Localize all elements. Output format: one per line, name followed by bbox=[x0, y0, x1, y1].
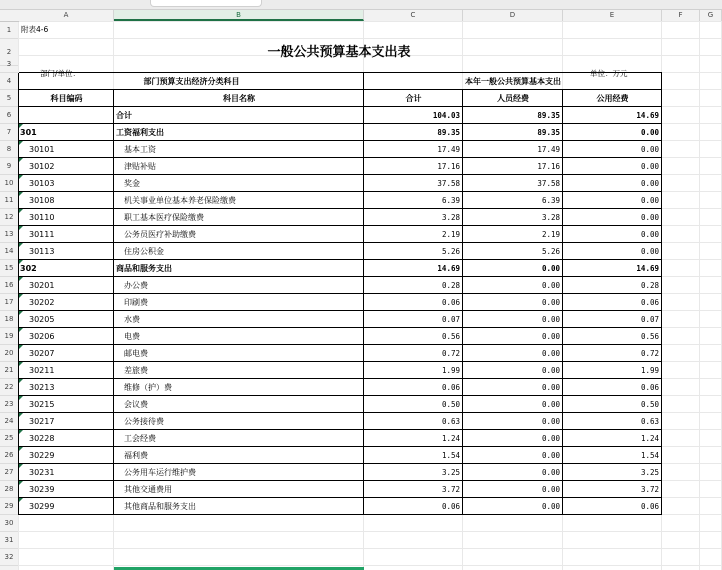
row-code[interactable]: 30213 bbox=[29, 383, 55, 392]
row-name[interactable]: 公务接待费 bbox=[124, 417, 164, 426]
row-public[interactable]: 0.56 bbox=[640, 332, 659, 341]
row-personnel[interactable]: 0.00 bbox=[541, 502, 560, 511]
row-public[interactable]: 0.00 bbox=[640, 128, 659, 137]
text-format-marker bbox=[19, 447, 23, 451]
row-header[interactable]: 20 bbox=[0, 345, 18, 362]
row-public[interactable]: 0.06 bbox=[640, 383, 659, 392]
row-personnel[interactable]: 0.00 bbox=[541, 315, 560, 324]
text-format-marker bbox=[19, 141, 23, 145]
row-code[interactable]: 30113 bbox=[29, 247, 55, 256]
row-name[interactable]: 工会经费 bbox=[124, 434, 156, 443]
row-header[interactable]: 28 bbox=[0, 481, 18, 498]
row-personnel[interactable]: 2.19 bbox=[541, 230, 560, 239]
row-name[interactable]: 公务用车运行维护费 bbox=[124, 468, 196, 477]
row-header[interactable]: 10 bbox=[0, 175, 18, 192]
row-name[interactable]: 维修（护）费 bbox=[124, 383, 172, 392]
column-header-b[interactable]: B bbox=[114, 10, 364, 21]
row-header[interactable]: 13 bbox=[0, 226, 18, 243]
row-header[interactable]: 32 bbox=[0, 549, 18, 566]
row-header[interactable]: 9 bbox=[0, 158, 18, 175]
row-header[interactable]: 30 bbox=[0, 515, 18, 532]
row-public[interactable]: 0.00 bbox=[640, 196, 659, 205]
row-header[interactable]: 18 bbox=[0, 311, 18, 328]
row-header[interactable]: 1 bbox=[0, 22, 18, 39]
row-personnel[interactable]: 0.00 bbox=[541, 417, 560, 426]
text-format-marker bbox=[19, 464, 23, 468]
row-header[interactable]: 17 bbox=[0, 294, 18, 311]
row-header[interactable]: 6 bbox=[0, 107, 18, 124]
row-header[interactable]: 11 bbox=[0, 192, 18, 209]
row-personnel[interactable]: 0.00 bbox=[541, 468, 560, 477]
row-total[interactable]: 17.16 bbox=[437, 162, 460, 171]
row-name[interactable]: 福利费 bbox=[124, 451, 148, 460]
text-format-marker bbox=[19, 294, 23, 298]
row-code[interactable]: 30103 bbox=[29, 179, 55, 188]
row-total[interactable]: 2.19 bbox=[441, 230, 460, 239]
row-personnel[interactable]: 0.00 bbox=[541, 383, 560, 392]
table-note: 附表4-6 bbox=[21, 25, 49, 34]
row-personnel[interactable]: 0.00 bbox=[541, 349, 560, 358]
row-total[interactable]: 1.54 bbox=[441, 451, 460, 460]
text-format-marker bbox=[19, 362, 23, 366]
row-public[interactable]: 1.99 bbox=[640, 366, 659, 375]
column-header-e[interactable]: E bbox=[563, 10, 662, 21]
row-name[interactable]: 津贴补贴 bbox=[124, 162, 156, 171]
row-header[interactable]: 19 bbox=[0, 328, 18, 345]
row-code[interactable]: 30207 bbox=[29, 349, 55, 358]
row-public[interactable]: 0.72 bbox=[640, 349, 659, 358]
row-total[interactable]: 37.58 bbox=[437, 179, 460, 188]
text-format-marker bbox=[19, 175, 23, 179]
row-code[interactable]: 30206 bbox=[29, 332, 55, 341]
dept-label: 部门/单位： bbox=[40, 69, 81, 78]
row-code[interactable]: 30110 bbox=[29, 213, 55, 222]
text-format-marker bbox=[19, 413, 23, 417]
row-code[interactable]: 30211 bbox=[29, 366, 55, 375]
column-title-public: 公用经费 bbox=[596, 94, 629, 103]
gridline bbox=[19, 548, 722, 549]
row-name[interactable]: 公务员医疗补助缴费 bbox=[124, 230, 196, 239]
row-header[interactable]: 3 bbox=[0, 56, 18, 73]
row-name[interactable]: 办公费 bbox=[124, 281, 148, 290]
row-header[interactable]: 5 bbox=[0, 90, 18, 107]
row-personnel[interactable]: 0.00 bbox=[541, 400, 560, 409]
row-code[interactable]: 301 bbox=[20, 128, 37, 137]
row-header[interactable]: 12 bbox=[0, 209, 18, 226]
page-title: 一般公共预算基本支出表 bbox=[267, 45, 411, 60]
row-total[interactable]: 0.50 bbox=[441, 400, 460, 409]
text-format-marker bbox=[19, 226, 23, 230]
row-code[interactable]: 30205 bbox=[29, 315, 55, 324]
row-name[interactable]: 商品和服务支出 bbox=[116, 264, 172, 273]
row-code[interactable]: 302 bbox=[20, 264, 37, 273]
row-public[interactable]: 0.07 bbox=[640, 315, 659, 324]
text-format-marker bbox=[19, 345, 23, 349]
row-name[interactable]: 工资福利支出 bbox=[116, 128, 164, 137]
summary-public[interactable]: 14.69 bbox=[636, 111, 659, 120]
row-code[interactable]: 30202 bbox=[29, 298, 55, 307]
gridline bbox=[19, 21, 722, 22]
column-header-a[interactable]: A bbox=[19, 10, 114, 21]
row-personnel[interactable]: 0.00 bbox=[541, 281, 560, 290]
row-total[interactable]: 0.07 bbox=[441, 315, 460, 324]
row-code[interactable]: 30215 bbox=[29, 400, 55, 409]
row-public[interactable]: 0.06 bbox=[640, 502, 659, 511]
row-header[interactable]: 8 bbox=[0, 141, 18, 158]
column-title-name: 科目名称 bbox=[223, 94, 255, 103]
text-format-marker bbox=[19, 158, 23, 162]
row-name[interactable]: 电费 bbox=[124, 332, 140, 341]
row-total[interactable]: 0.06 bbox=[441, 298, 460, 307]
row-code[interactable]: 30111 bbox=[29, 230, 55, 239]
row-total[interactable]: 0.72 bbox=[441, 349, 460, 358]
text-format-marker bbox=[19, 209, 23, 213]
row-name[interactable]: 其他交通费用 bbox=[124, 485, 172, 494]
text-format-marker bbox=[19, 498, 23, 502]
row-code[interactable]: 30228 bbox=[29, 434, 55, 443]
row-name[interactable]: 邮电费 bbox=[124, 349, 148, 358]
row-personnel[interactable]: 17.16 bbox=[537, 162, 560, 171]
text-format-marker bbox=[19, 243, 23, 247]
row-total[interactable]: 3.25 bbox=[441, 468, 460, 477]
row-total[interactable]: 0.56 bbox=[441, 332, 460, 341]
row-personnel[interactable]: 0.00 bbox=[541, 366, 560, 375]
row-header[interactable]: 22 bbox=[0, 379, 18, 396]
row-total[interactable]: 1.24 bbox=[441, 434, 460, 443]
row-public[interactable]: 3.72 bbox=[640, 485, 659, 494]
row-personnel[interactable]: 5.26 bbox=[541, 247, 560, 256]
text-format-marker bbox=[19, 430, 23, 434]
row-public[interactable]: 1.24 bbox=[640, 434, 659, 443]
text-format-marker bbox=[19, 481, 23, 485]
row-total[interactable]: 17.49 bbox=[437, 145, 460, 154]
row-name[interactable]: 差旅费 bbox=[124, 366, 148, 375]
row-public[interactable]: 0.50 bbox=[640, 400, 659, 409]
row-code[interactable]: 30231 bbox=[29, 468, 55, 477]
row-code[interactable]: 30101 bbox=[29, 145, 55, 154]
row-public[interactable]: 0.63 bbox=[640, 417, 659, 426]
column-header-g[interactable]: G bbox=[700, 10, 722, 21]
row-code[interactable]: 30108 bbox=[29, 196, 55, 205]
row-personnel[interactable]: 0.00 bbox=[541, 451, 560, 460]
row-header[interactable]: 2 bbox=[0, 39, 18, 66]
gridline bbox=[19, 38, 722, 39]
column-header-d[interactable]: D bbox=[463, 10, 563, 21]
row-personnel[interactable]: 0.00 bbox=[541, 485, 560, 494]
gridline bbox=[19, 531, 722, 532]
row-name[interactable]: 印刷费 bbox=[124, 298, 148, 307]
row-public[interactable]: 0.00 bbox=[640, 145, 659, 154]
row-name[interactable]: 职工基本医疗保险缴费 bbox=[124, 213, 204, 222]
row-name[interactable]: 其他商品和服务支出 bbox=[124, 502, 196, 511]
row-public[interactable]: 0.00 bbox=[640, 213, 659, 222]
column-header-c[interactable]: C bbox=[364, 10, 463, 21]
row-code[interactable]: 30201 bbox=[29, 281, 55, 290]
row-personnel[interactable]: 0.00 bbox=[541, 298, 560, 307]
row-header[interactable]: 25 bbox=[0, 430, 18, 447]
row-code[interactable]: 30217 bbox=[29, 417, 55, 426]
row-personnel[interactable]: 0.00 bbox=[541, 264, 560, 273]
row-header[interactable]: 24 bbox=[0, 413, 18, 430]
text-format-marker bbox=[19, 328, 23, 332]
column-title-total: 合计 bbox=[405, 94, 422, 103]
row-header[interactable]: 14 bbox=[0, 243, 18, 260]
row-header[interactable]: 21 bbox=[0, 362, 18, 379]
row-total[interactable]: 0.06 bbox=[441, 383, 460, 392]
row-personnel[interactable]: 3.28 bbox=[541, 213, 560, 222]
summary-total[interactable]: 104.03 bbox=[432, 111, 460, 120]
gridline bbox=[699, 22, 700, 570]
row-header[interactable]: 29 bbox=[0, 498, 18, 515]
text-format-marker bbox=[19, 379, 23, 383]
row-total[interactable]: 1.99 bbox=[441, 366, 460, 375]
row-name[interactable]: 会议费 bbox=[124, 400, 148, 409]
row-name[interactable]: 机关事业单位基本养老保险缴费 bbox=[124, 196, 236, 205]
text-format-marker bbox=[19, 192, 23, 196]
row-personnel[interactable]: 0.00 bbox=[541, 332, 560, 341]
column-title-code: 科目编码 bbox=[50, 94, 83, 103]
column-title-personnel: 人员经费 bbox=[497, 94, 529, 103]
row-header[interactable]: 7 bbox=[0, 124, 18, 141]
row-name[interactable]: 基本工资 bbox=[124, 145, 156, 154]
row-code[interactable]: 30299 bbox=[29, 502, 55, 511]
row-total[interactable]: 0.28 bbox=[441, 281, 460, 290]
row-header[interactable]: 23 bbox=[0, 396, 18, 413]
row-total[interactable]: 89.35 bbox=[437, 128, 460, 137]
row-total[interactable]: 3.28 bbox=[441, 213, 460, 222]
row-total[interactable]: 0.06 bbox=[441, 502, 460, 511]
summary-personnel[interactable]: 89.35 bbox=[537, 111, 560, 120]
row-header[interactable]: 31 bbox=[0, 532, 18, 549]
row-public[interactable]: 1.54 bbox=[640, 451, 659, 460]
text-format-marker bbox=[19, 311, 23, 315]
row-public[interactable]: 14.69 bbox=[636, 264, 659, 273]
row-public[interactable]: 3.25 bbox=[640, 468, 659, 477]
row-total[interactable]: 14.69 bbox=[437, 264, 460, 273]
row-name[interactable]: 住房公积金 bbox=[124, 247, 164, 256]
text-format-marker bbox=[19, 396, 23, 400]
row-personnel[interactable]: 89.35 bbox=[537, 128, 560, 137]
row-personnel[interactable]: 37.58 bbox=[537, 179, 560, 188]
row-header[interactable]: 26 bbox=[0, 447, 18, 464]
row-public[interactable]: 0.06 bbox=[640, 298, 659, 307]
row-header[interactable]: 27 bbox=[0, 464, 18, 481]
row-total[interactable]: 0.63 bbox=[441, 417, 460, 426]
row-total[interactable]: 3.72 bbox=[441, 485, 460, 494]
row-code[interactable]: 30239 bbox=[29, 485, 55, 494]
header-group-left: 部门预算支出经济分类科目 bbox=[143, 77, 240, 86]
summary-name[interactable]: 合计 bbox=[116, 111, 132, 120]
header-group-right: 本年一般公共预算基本支出 bbox=[465, 77, 561, 86]
row-code[interactable]: 30102 bbox=[29, 162, 55, 171]
row-total[interactable]: 6.39 bbox=[441, 196, 460, 205]
row-name[interactable]: 水费 bbox=[124, 315, 140, 324]
unit-label: 单位：万元 bbox=[590, 69, 628, 78]
column-header-f[interactable]: F bbox=[662, 10, 700, 21]
row-personnel[interactable]: 17.49 bbox=[537, 145, 560, 154]
row-total[interactable]: 5.26 bbox=[441, 247, 460, 256]
gridline bbox=[19, 565, 722, 566]
row-public[interactable]: 0.28 bbox=[640, 281, 659, 290]
row-header[interactable]: 15 bbox=[0, 260, 18, 277]
row-public[interactable]: 0.00 bbox=[640, 162, 659, 171]
row-public[interactable]: 0.00 bbox=[640, 230, 659, 239]
row-header[interactable]: 16 bbox=[0, 277, 18, 294]
row-personnel[interactable]: 0.00 bbox=[541, 434, 560, 443]
row-code[interactable]: 30229 bbox=[29, 451, 55, 460]
row-personnel[interactable]: 6.39 bbox=[541, 196, 560, 205]
text-format-marker bbox=[19, 277, 23, 281]
row-header[interactable]: 4 bbox=[0, 73, 18, 90]
row-name[interactable]: 奖金 bbox=[124, 179, 140, 188]
row-public[interactable]: 0.00 bbox=[640, 247, 659, 256]
row-public[interactable]: 0.00 bbox=[640, 179, 659, 188]
